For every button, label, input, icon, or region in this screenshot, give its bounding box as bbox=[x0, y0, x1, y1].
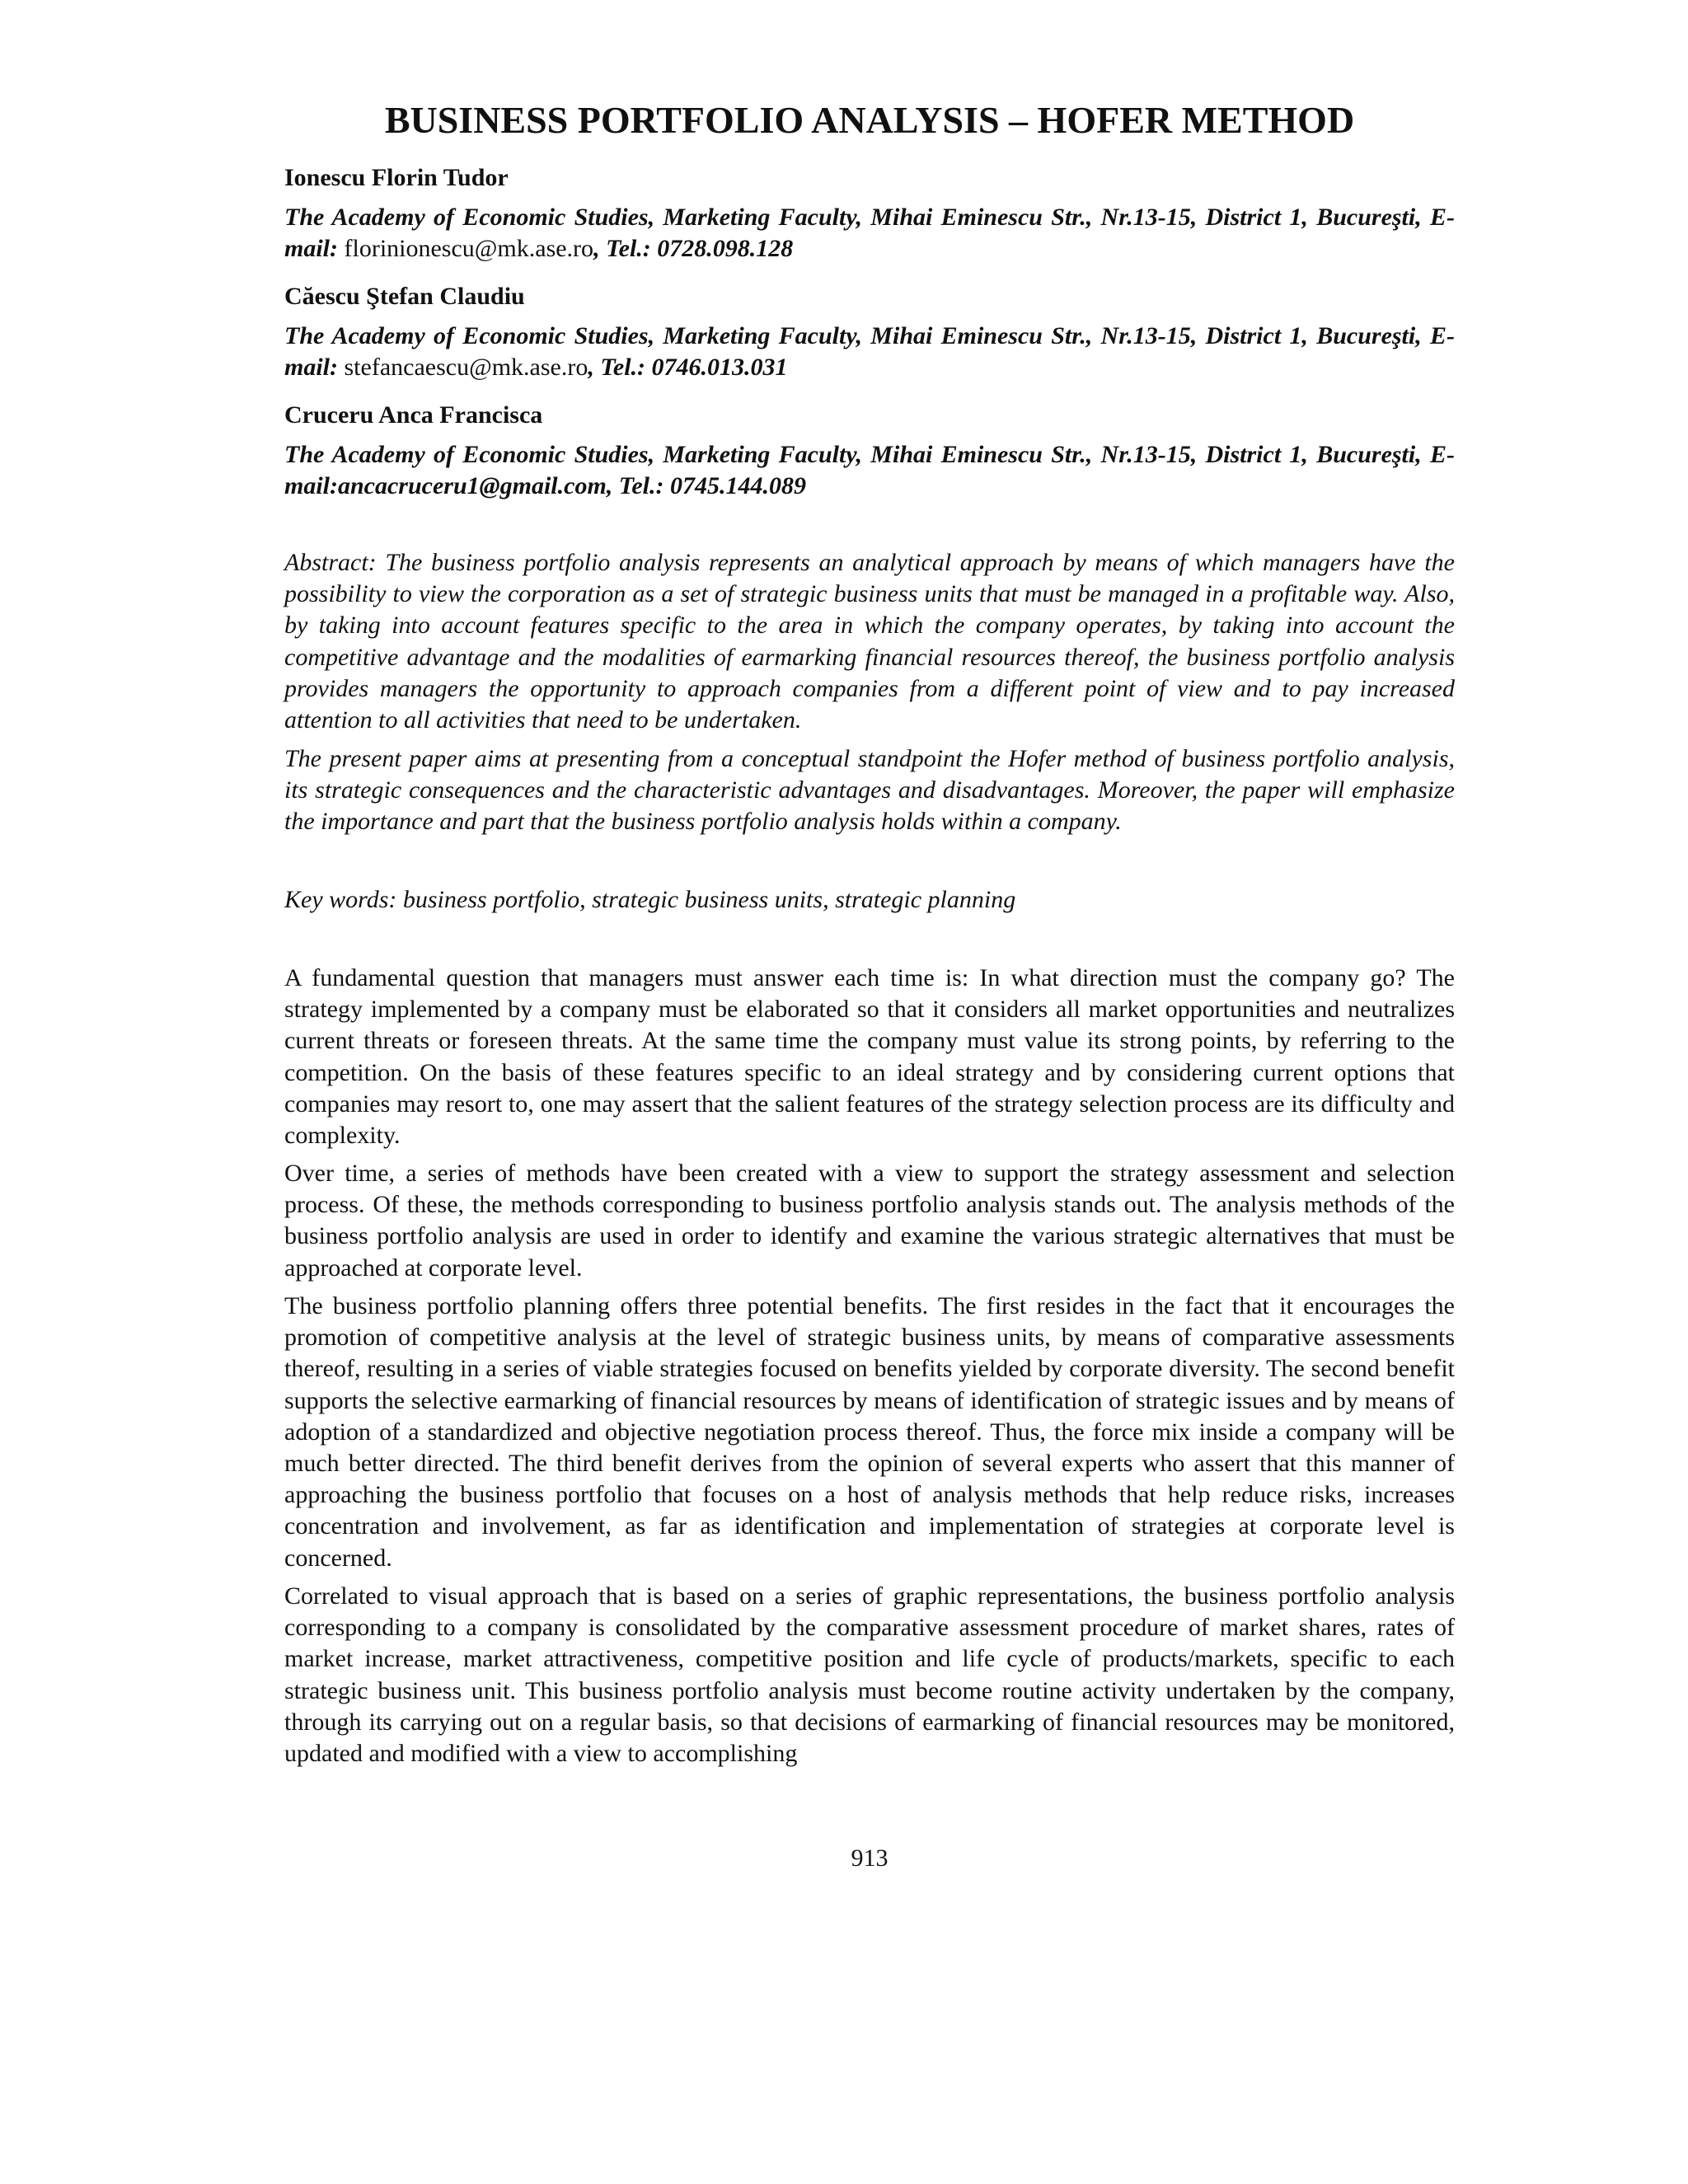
body-paragraph-4: Correlated to visual approach that is based on a series of graphic representations, the business portfolio analysis corresponding to a company is consolidated by the comparative assessment procedure of market shares, rates of market increase, market attractiveness, competitive position and life cycle of products/markets, specific to each strategic business unit. This business portfolio analysis must become routine activity undertaken by the company, through its carrying out on a regular basis, so that decisions of earmarking of financial resources may be monitored, updated and modified with a view to accomplishing bbox=[284, 1582, 1455, 1768]
author-phone: , Tel.: 0728.098.128 bbox=[593, 235, 794, 262]
author-affiliation-1 bbox=[284, 202, 1455, 265]
author-phone: , Tel.: 0746.013.031 bbox=[588, 354, 788, 381]
author-name-2: Căescu Ştefan Claudiu bbox=[284, 283, 525, 310]
body-paragraph-2: Over time, a series of methods have been created with a view to support the strategy assessment and selection process. Of these, the methods corresponding to business portfolio analysis stands out. The analysis methods of the business portfolio analysis are used in order to identify and examine the various strategic alternatives that must be approached at corporate level. bbox=[284, 1160, 1455, 1282]
keywords: Key words: business portfolio, strategic business units, strategic planning bbox=[284, 886, 1016, 913]
affiliation-text: The Academy of Economic Studies, Marketing Faculty, Mihai Eminescu Str., Nr.13-15, District 1, Bucureşti, E-mail: bbox=[284, 204, 1455, 262]
body-paragraph-1: A fundamental question that managers must answer each time is: In what direction must the company go? The strategy implemented by a company must be elaborated so that it considers all market opportunities and neutralizes current threats or foreseen threats. At the same time the company must value its strong points, by referring to the competition. On the basis of these features specific to an ideal strategy and by considering current options that companies may resort to, one may assert that the salient features of the strategy selection process are its difficulty and complexity. bbox=[284, 964, 1455, 1150]
affiliation-text: The Academy of Economic Studies, Marketing Faculty, Mihai Eminescu Str., Nr.13-15, District 1, Bucureşti, E-mail: bbox=[284, 322, 1455, 381]
abstract-paragraph-1: Abstract: The business portfolio analysis represents an analytical approach by means of which managers have the possibility to view the corporation as a set of strategic business units that must be managed in a profitable way. Also, by taking into account features specific to the area in which the company operates, by taking into account the competitive advantage and the modalities of earmarking financial resources thereof, the business portfolio analysis provides managers the opportunity to approach companies from a different point of view and to pay increased attention to all activities that need to be undertaken. bbox=[284, 549, 1455, 734]
abstract-paragraph-2: The present paper aims at presenting from a conceptual standpoint the Hofer method of business portfolio analysis, its strategic consequences and the characteristic advantages and disadvantages. Moreover, the paper will emphasize the importance and part that the business portfolio analysis holds within a company. bbox=[284, 745, 1455, 836]
author-name-3: Cruceru Anca Francisca bbox=[284, 401, 543, 429]
author-name-1: Ionescu Florin Tudor bbox=[284, 164, 509, 191]
body-paragraph-3: The business portfolio planning offers three potential benefits. The first resides in the fact that it encourages the promotion of competitive analysis at the level of strategic business units, by means of comparative assessments thereof, resulting in a series of viable strategies focused on benefits yielded by corporate diversity. The second benefit supports the selective earmarking of financial resources by means of identification of strategic issues and by means of adoption of a standardized and objective negotiation process thereof. Thus, the force mix inside a company will be much better directed. The third benefit derives from the opinion of several experts who assert that this manner of approaching the business portfolio that focuses on a host of analysis methods that help reduce risks, increases concentration and involvement, as far as identification and implementation of strategies at corporate level is concerned. bbox=[284, 1292, 1455, 1572]
paper-title: BUSINESS PORTFOLIO ANALYSIS – HOFER METHOD bbox=[384, 99, 1355, 141]
author-affiliation-3: The Academy of Economic Studies, Marketing Faculty, Mihai Eminescu Str., Nr.13-15, District 1, Bucureşti, E-mail:ancacruceru1@gmail.com, Tel.: 0745.144.089 bbox=[284, 441, 1455, 499]
author-email: florinionescu@mk.ase.ro bbox=[338, 235, 594, 262]
page-number: 913 bbox=[851, 1844, 889, 1872]
author-email: stefancaescu@mk.ase.ro bbox=[338, 354, 588, 381]
author-affiliation-2 bbox=[284, 321, 1455, 383]
